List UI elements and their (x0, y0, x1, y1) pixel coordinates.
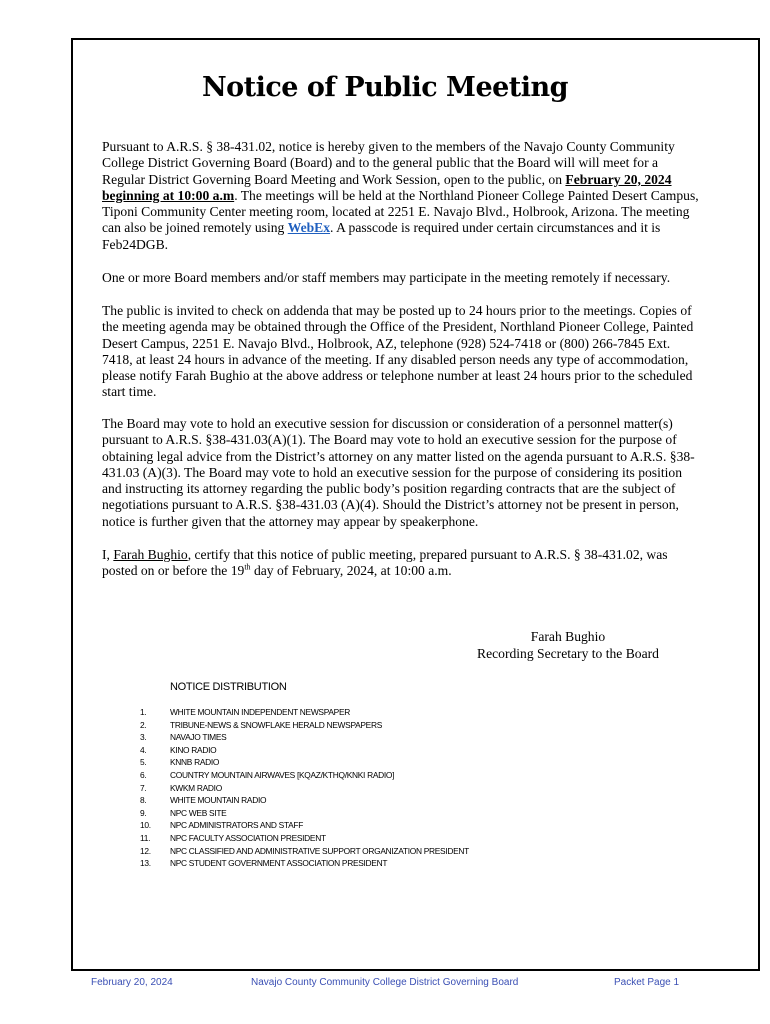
addenda-paragraph (102, 303, 702, 401)
paragraph-text: The Board may vote to hold an executive session for discussion or consideration of a personnel matter(s) pursuant to A.R.S. §38-431.03(A)(1). The Board may vote to hold an executive session for the purpose of obtaining legal advice from the District’s attorney on any matter listed on the agenda pursuant to A.R.S. §38-431.03 (A)(3). The Board may vote to hold an executive session for the purpose of considering its position and instructing its attorney regarding the public body’s position regarding contracts that are the subject of negotiations pursuant to A.R.S. §38-431.03 (A)(4). Should the District’s attorney not be present in person, notice is further given that the attorney may appear by speakerphone. (102, 416, 695, 529)
distribution-item-number: 10. (140, 820, 151, 831)
distribution-item (140, 794, 469, 807)
distribution-item (140, 769, 469, 782)
footer-page-number: Packet Page 1 (614, 977, 680, 988)
signature-role: Recording Secretary to the Board (477, 645, 659, 661)
webex-link[interactable]: WebEx (287, 220, 331, 236)
paragraph-text: I, (102, 547, 114, 562)
footer-date: February 20, 2024 (91, 977, 173, 988)
page-title: Notice of Public Meeting (201, 72, 569, 103)
distribution-item-label: KNNB RADIO (170, 757, 220, 768)
distribution-title: NOTICE DISTRIBUTION (170, 681, 287, 693)
meeting-date: February 20, 2024 beginning at 10:00 a.m (102, 171, 672, 203)
distribution-item-number: 12. (140, 845, 151, 856)
distribution-item-label: NAVAJO TIMES (170, 732, 227, 743)
distribution-item-label: COUNTRY MOUNTAIN AIRWAVES [KQAZ/KTHQ/KNKI RADIO] (170, 769, 395, 780)
distribution-item (140, 845, 469, 858)
distribution-item (140, 832, 469, 845)
distribution-item-number: 6. (140, 769, 147, 780)
certifier-name: Farah Bughio (113, 547, 188, 562)
distribution-item-label: NPC STUDENT GOVERNMENT ASSOCIATION PRESIDENT (170, 858, 388, 869)
distribution-list (140, 706, 469, 870)
signature-block (400, 629, 736, 662)
distribution-item (140, 819, 469, 832)
distribution-item-label: NPC ADMINISTRATORS AND STAFF (170, 820, 304, 831)
paragraph-text: . The meetings will be held at the Northland Pioneer College Painted Desert Campus, Tiponi Community Center meeting room, located at 2251 E. Navajo Blvd., Holbrook, Arizona. The meeting can also be joined remotely using (102, 187, 699, 236)
distribution-item-label: NPC WEB SITE (170, 807, 227, 818)
paragraph-text: . A passcode is required under certain circumstances and it is Feb24DGB. (102, 220, 661, 252)
footer-organization: Navajo County Community College District Governing Board (251, 977, 519, 988)
remote-participation-paragraph (102, 270, 702, 286)
distribution-item (140, 731, 469, 744)
distribution-item-label: KINO RADIO (170, 744, 217, 755)
distribution-item-number: 8. (140, 795, 147, 806)
paragraph-text: day of February, 2024, at 10:00 a.m. (250, 563, 452, 579)
distribution-item-label: KWKM RADIO (170, 782, 222, 793)
paragraph-text: The public is invited to check on addenda that may be posted up to 24 hours prior to the meetings. Copies of the meeting agenda may be obtained through the Office of the President, Northland Pioneer College, Painted Desert Campus, 2251 E. Navajo Blvd., Holbrook, AZ, telephone (928) 524-7418 or (800) 266-7845 Ext. 7418, at least 24 hours in advance of the meeting. If any disabled person needs any type of accommodation, please notify Farah Bughio at the above address or telephone number at least 24 hours prior to the scheduled start time. (102, 303, 694, 400)
distribution-item-number: 13. (140, 858, 151, 869)
distribution-item (140, 807, 469, 820)
distribution-item (140, 706, 469, 719)
distribution-item-label: WHITE MOUNTAIN INDEPENDENT NEWSPAPER (170, 707, 350, 717)
distribution-item (140, 857, 469, 870)
distribution-item (140, 756, 469, 769)
ordinal-suffix: th (244, 562, 251, 572)
distribution-item-number: 9. (140, 807, 147, 818)
distribution-item-number: 4. (140, 744, 147, 755)
distribution-item-number: 5. (140, 757, 147, 768)
distribution-item (140, 719, 469, 732)
distribution-item-number: 1. (140, 707, 147, 717)
certification-paragraph (102, 547, 702, 580)
distribution-item-number: 3. (140, 732, 147, 743)
executive-session-paragraph (102, 416, 702, 530)
paragraph-text: , certify that this notice of public meeting, prepared pursuant to A.R.S. § 38-431.02, was posted on or before the 19 (102, 547, 668, 579)
paragraph-text: Pursuant to A.R.S. § 38-431.02, notice is hereby given to the members of the Navajo County Community College District Governing Board (Board) and to the general public that the Board will will meet for a Regular District Governing Board Meeting and Work Session, open to the public, on (102, 139, 675, 187)
distribution-item-label: WHITE MOUNTAIN RADIO (170, 795, 267, 806)
paragraph-text: One or more Board members and/or staff members may participate in the meeting remotely if necessary. (102, 270, 671, 285)
distribution-item (140, 782, 469, 795)
distribution-item-label: TRIBUNE-NEWS & SNOWFLAKE HERALD NEWSPAPERS (170, 719, 383, 730)
distribution-item-label: NPC CLASSIFIED AND ADMINISTRATIVE SUPPORT ORGANIZATION PRESIDENT (170, 845, 469, 856)
distribution-item-number: 7. (140, 782, 147, 793)
notice-paragraph (102, 139, 702, 253)
distribution-item-number: 11. (140, 832, 151, 843)
distribution-item-number: 2. (140, 719, 147, 730)
signature-name: Farah Bughio (530, 629, 606, 644)
distribution-item-label: NPC FACULTY ASSOCIATION PRESIDENT (170, 832, 326, 843)
distribution-item (140, 744, 469, 757)
